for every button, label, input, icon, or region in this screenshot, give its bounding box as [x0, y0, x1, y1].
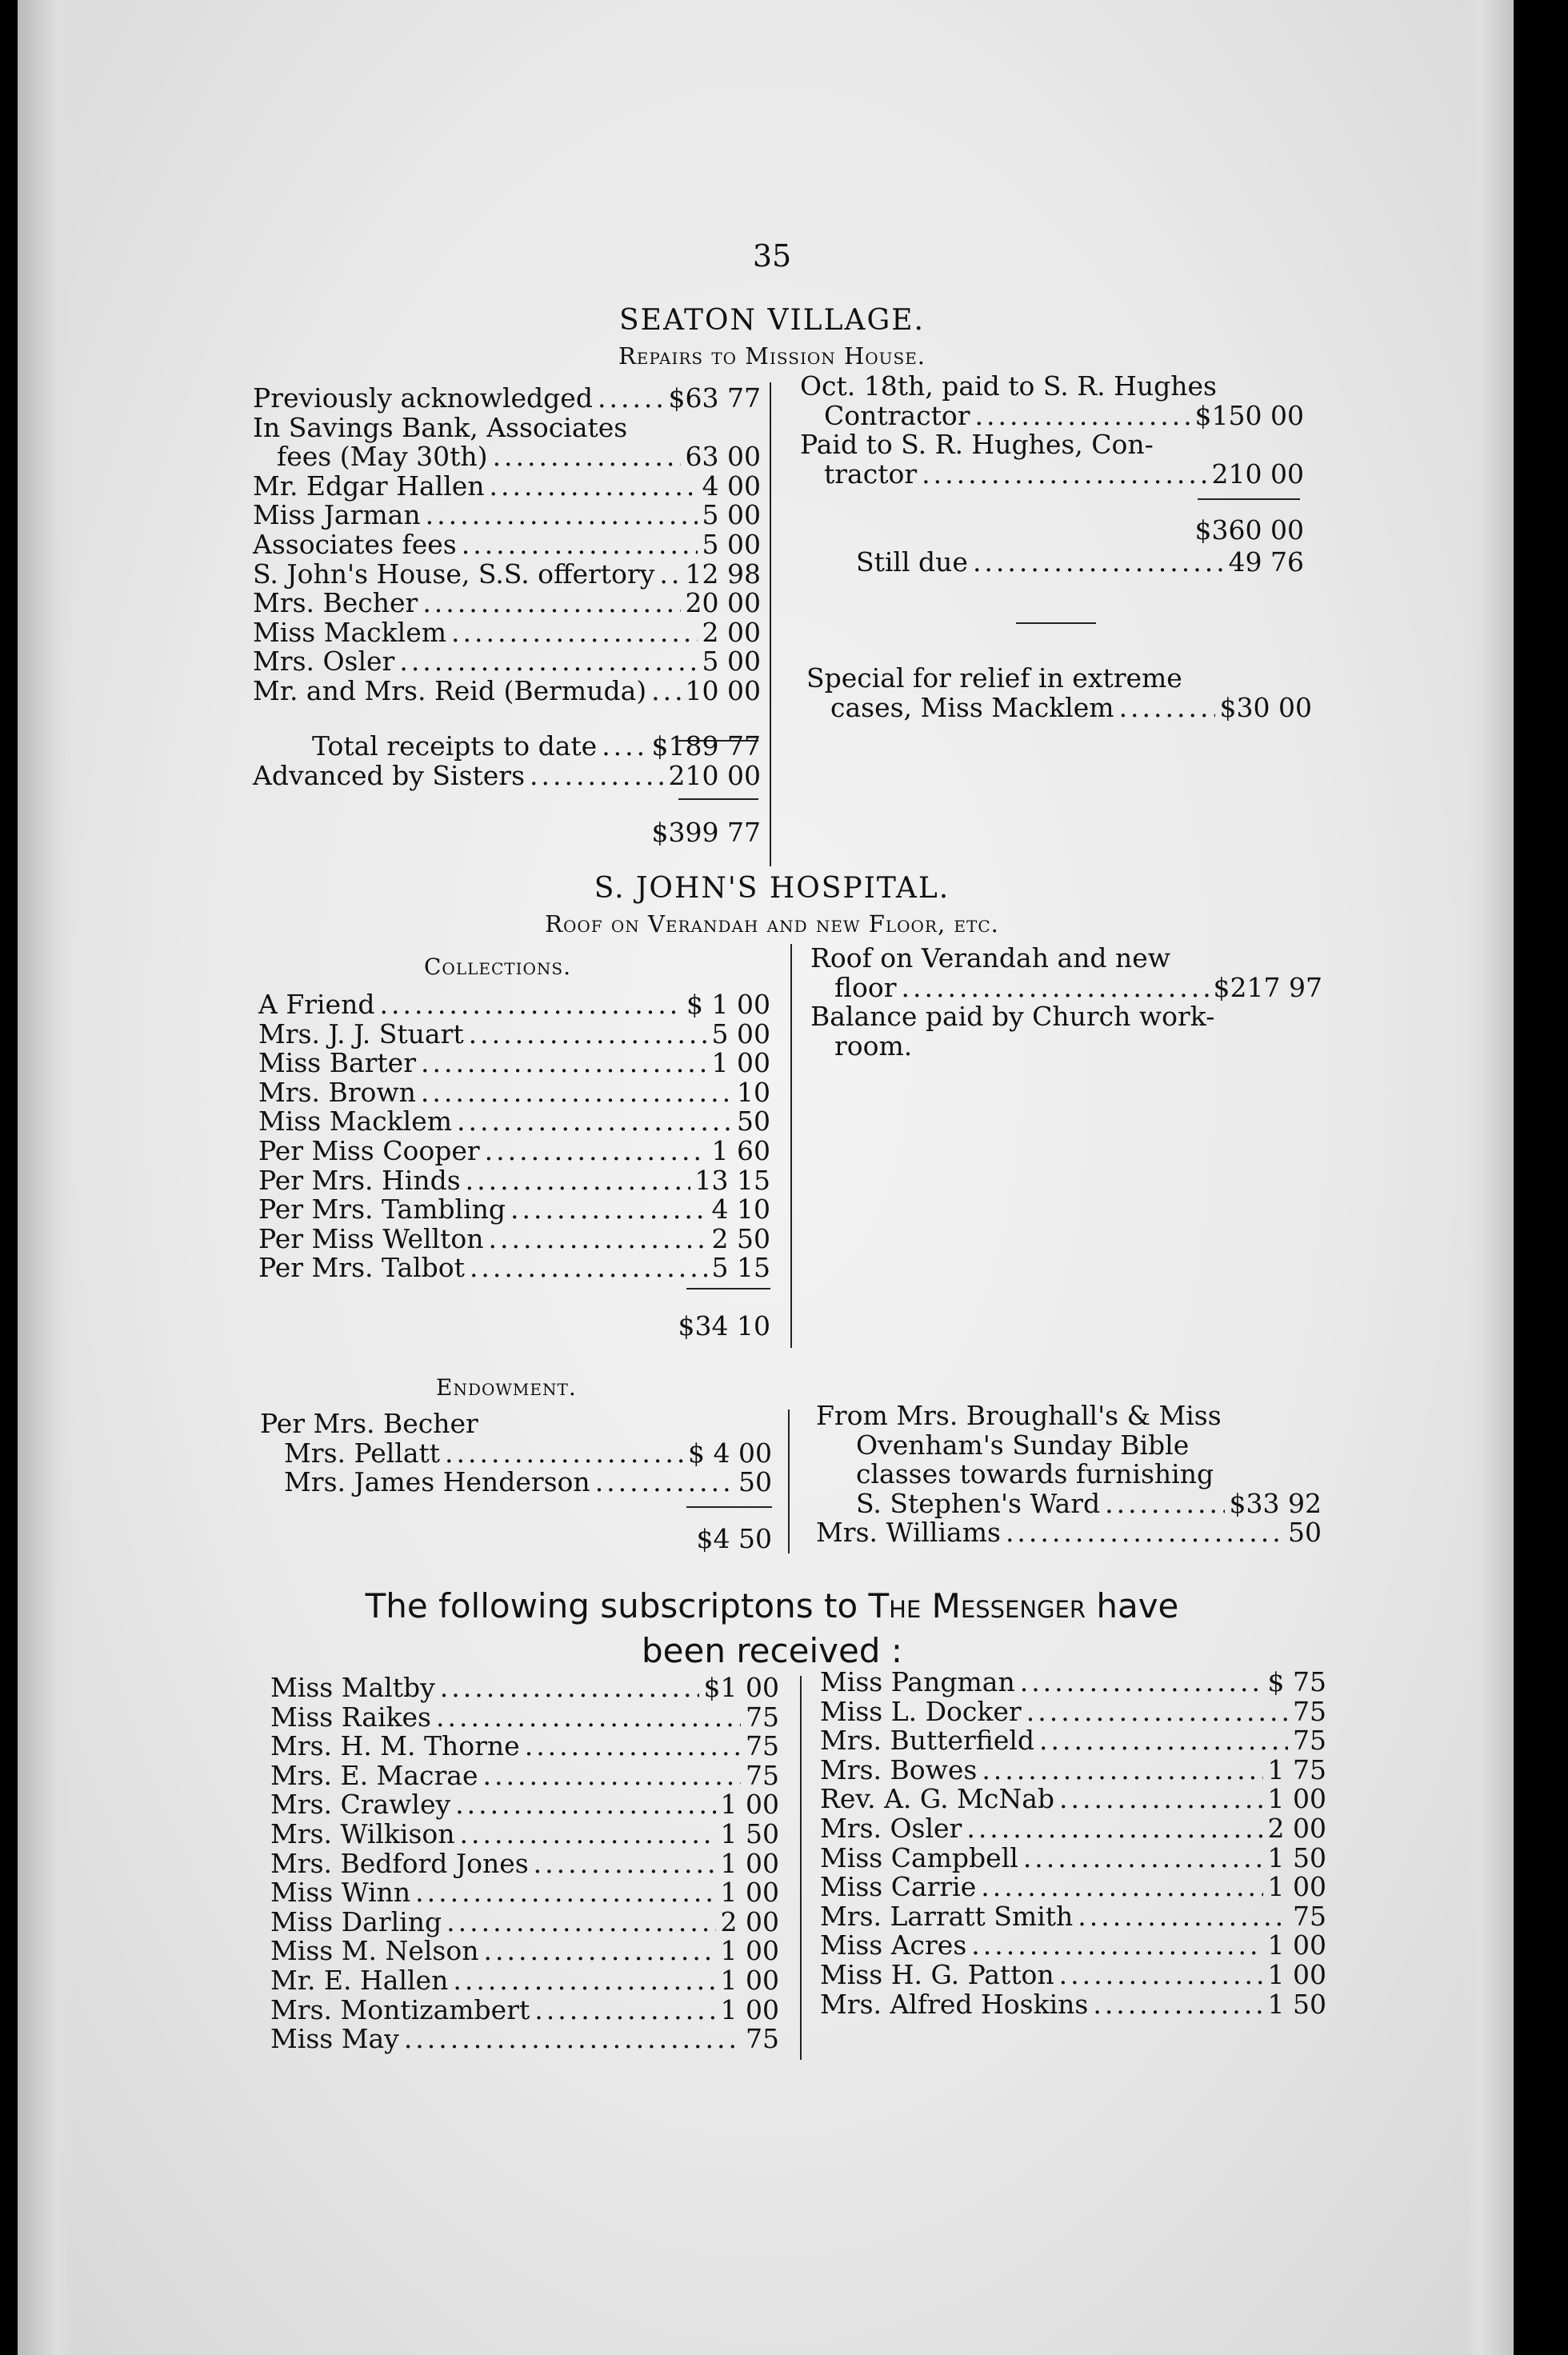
seaton-total-row [253, 732, 761, 762]
messenger-left-amount: 75 [746, 1701, 779, 1733]
endow-right-line: From Mrs. Broughall's & Miss [816, 1400, 1222, 1431]
collection-name: Mrs. Brown [258, 1076, 416, 1108]
endowment-row [260, 1439, 772, 1469]
messenger-left-row [270, 1732, 779, 1761]
messenger-right-name: Miss Carrie [820, 1871, 977, 1903]
messenger-column-divider [800, 1676, 802, 2060]
seaton-left-row [253, 442, 761, 472]
endowment-head: Per Mrs. Becher [260, 1408, 478, 1439]
hospital-right-line: Balance paid by Church work- [810, 1001, 1215, 1033]
messenger-left-row [270, 1790, 779, 1820]
collection-row [258, 1078, 770, 1108]
endowment-amount: $ 4 00 [688, 1437, 772, 1469]
collection-row [258, 1195, 770, 1225]
seaton-right-line: Paid to S. R. Hughes, Con- [800, 429, 1154, 461]
messenger-left-amount: 1 00 [720, 1935, 779, 1967]
collection-amount: 13 15 [694, 1164, 770, 1196]
collection-name: Per Mrs. Talbot [258, 1252, 465, 1284]
special-line: Special for relief in extreme [806, 662, 1182, 694]
collection-name: Miss Macklem [258, 1106, 453, 1138]
collection-row [258, 1020, 770, 1050]
seaton-left-row [253, 560, 761, 590]
hospital-subtitle: Roof on Verandah and new Floor, etc. [545, 910, 999, 938]
collection-row [258, 990, 770, 1020]
messenger-left-amount: 1 50 [720, 1817, 779, 1849]
endow-right-line: Ovenham's Sunday Bible [856, 1429, 1190, 1461]
collection-name: Per Mrs. Hinds [258, 1164, 461, 1196]
special-amount: $30 00 [1219, 691, 1312, 723]
seaton-left-amount: 2 00 [702, 616, 761, 648]
collection-amount: 1 00 [711, 1047, 770, 1079]
endowment-total: $4 50 [696, 1523, 772, 1554]
collection-amount: 50 [737, 1106, 770, 1138]
messenger-left-name: Miss Raikes [270, 1701, 431, 1733]
messenger-left-row [270, 1817, 779, 1849]
messenger-right-row [820, 1726, 1326, 1756]
seaton-left-row [253, 411, 761, 443]
messenger-left-amount: 1 00 [720, 1877, 779, 1909]
seaton-left-name: Mrs. Osler [253, 646, 395, 678]
messenger-left-amount: 75 [746, 1730, 779, 1762]
messenger-left-amount: 1 00 [720, 1964, 779, 1996]
collections-label: Collections. [424, 954, 572, 980]
seaton-total-name: Total receipts to date [312, 730, 598, 762]
messenger-right-amount: $ 75 [1267, 1666, 1326, 1697]
seaton-total-amount: 210 00 [668, 759, 761, 791]
messenger-left-name: Miss Darling [270, 1905, 442, 1937]
seaton-left-amount: 5 00 [702, 528, 761, 560]
seaton-right-line: Oct. 18th, paid to S. R. Hughes [800, 370, 1217, 402]
collection-row [258, 1166, 770, 1196]
hospital-right-name: floor [834, 971, 897, 1003]
endowment-row [260, 1468, 772, 1497]
messenger-left-row [270, 1849, 779, 1879]
messenger-left-name: Mrs. E. Macrae [270, 1759, 478, 1791]
seaton-column-divider [770, 382, 771, 866]
messenger-left-list [270, 1673, 779, 2054]
seaton-left-name: Mrs. Becher [253, 587, 418, 619]
seaton-left-row [253, 530, 761, 560]
seaton-left-amount: $63 77 [668, 382, 761, 414]
seaton-left-row [253, 618, 761, 648]
seaton-left-name: Miss Macklem [253, 616, 447, 648]
messenger-right-row [820, 1753, 1326, 1785]
collection-row [258, 1222, 770, 1254]
messenger-left-amount: $1 00 [703, 1672, 779, 1703]
collection-name: Miss Barter [258, 1047, 416, 1079]
messenger-left-amount: 2 00 [720, 1905, 779, 1937]
messenger-left-row [270, 1905, 779, 1937]
collections-rule [686, 1288, 770, 1289]
seaton-left-name: Mr. and Mrs. Reid (Bermuda) [253, 674, 647, 706]
collection-row [258, 1107, 770, 1137]
seaton-left-name: fees (May 30th) [277, 441, 488, 473]
hospital-column-divider [790, 944, 792, 1348]
seaton-total-row [253, 759, 761, 791]
messenger-left-name: Mrs. Montizambert [270, 1993, 530, 2025]
endowment-column-divider [788, 1409, 790, 1553]
messenger-right-amount: 1 00 [1267, 1783, 1326, 1815]
collection-amount: 10 [737, 1076, 770, 1108]
seaton-left-name: Miss Jarman [253, 499, 421, 531]
messenger-left-amount: 75 [746, 1759, 779, 1791]
endowment-amount: 50 [738, 1466, 772, 1498]
endowment-name: Mrs. Pellatt [284, 1437, 441, 1469]
collection-name: Per Miss Cooper [258, 1134, 480, 1166]
messenger-right-amount: 75 [1293, 1900, 1326, 1932]
endowment-rule [686, 1506, 772, 1508]
messenger-right-row [820, 1990, 1326, 2020]
seaton-left-name: In Savings Bank, Associates [253, 411, 628, 443]
collection-name: Mrs. J. J. Stuart [258, 1018, 464, 1050]
seaton-left-amount: 5 00 [702, 499, 761, 531]
messenger-left-row [270, 1761, 779, 1791]
messenger-right-amount: 1 75 [1267, 1753, 1326, 1785]
seaton-left-row [253, 589, 761, 618]
messenger-left-name: Mrs. Bedford Jones [270, 1847, 529, 1879]
collections-total: $34 10 [678, 1310, 770, 1341]
seaton-right-name: tractor [824, 458, 918, 490]
messenger-right-row [820, 1931, 1326, 1961]
messenger-right-name: Rev. A. G. McNab [820, 1783, 1055, 1815]
special-name: cases, Miss Macklem [830, 691, 1114, 723]
messenger-right-name: Mrs. Larratt Smith [820, 1900, 1074, 1932]
endow-right-name: Mrs. Williams [816, 1517, 1001, 1549]
endowment-label: Endowment. [436, 1374, 577, 1401]
messenger-right-amount: 75 [1293, 1725, 1326, 1757]
messenger-left-amount: 1 00 [720, 1789, 779, 1821]
messenger-right-amount: 1 50 [1267, 1841, 1326, 1873]
messenger-left-amount: 1 00 [720, 1993, 779, 2025]
messenger-left-row [270, 1966, 779, 1996]
messenger-left-name: Mr. E. Hallen [270, 1964, 449, 1996]
messenger-right-name: Miss Pangman [820, 1666, 1015, 1697]
collection-amount: $ 1 00 [686, 989, 770, 1020]
messenger-left-name: Miss Winn [270, 1877, 411, 1909]
endowment-right-list [816, 1401, 1322, 1548]
messenger-right-list [820, 1668, 1326, 2019]
collection-amount: 4 10 [711, 1193, 770, 1225]
messenger-left-row [270, 1878, 779, 1908]
seaton-special [806, 664, 1312, 722]
seaton-left-amount: 4 00 [702, 470, 761, 502]
seaton-left-name: Associates fees [253, 528, 457, 560]
hospital-title: S. JOHN'S HOSPITAL. [594, 872, 950, 905]
messenger-right-row [820, 1697, 1326, 1727]
seaton-left-list [253, 384, 761, 706]
messenger-heading-post: have [1085, 1586, 1179, 1625]
messenger-right-row [820, 1958, 1326, 1990]
seaton-left-row [253, 384, 761, 414]
seaton-left-name: Previously acknowledged [253, 382, 593, 414]
messenger-left-name: Mrs. Crawley [270, 1789, 451, 1821]
messenger-right-row [820, 1785, 1326, 1814]
seaton-left-name: Mr. Edgar Hallen [253, 470, 485, 502]
endow-right-amount: $33 92 [1229, 1487, 1322, 1519]
messenger-right-row [820, 1668, 1326, 1697]
hospital-right-list [810, 944, 1322, 1061]
messenger-right-amount: 1 50 [1267, 1988, 1326, 2020]
still-due-label: Still due [856, 546, 968, 578]
messenger-left-name: Mrs. H. M. Thorne [270, 1730, 520, 1762]
messenger-left-name: Miss M. Nelson [270, 1935, 479, 1967]
messenger-left-row [270, 2025, 779, 2054]
seaton-left-amount: 63 00 [685, 441, 761, 473]
messenger-right-row [820, 1841, 1326, 1873]
hospital-right-line: room. [834, 1030, 913, 1062]
collections-list [258, 990, 770, 1283]
collection-name: Per Miss Wellton [258, 1222, 484, 1254]
messenger-right-name: Mrs. Butterfield [820, 1725, 1035, 1757]
collection-amount: 5 00 [711, 1018, 770, 1050]
messenger-right-name: Miss H. G. Patton [820, 1958, 1054, 1990]
seaton-right-rule [1198, 498, 1300, 500]
seaton-right-name: Contractor [824, 399, 970, 431]
messenger-left-name: Miss May [270, 2023, 399, 2055]
messenger-right-name: Miss Acres [820, 1929, 967, 1961]
messenger-right-amount: 1 00 [1267, 1958, 1326, 1990]
messenger-left-row [270, 1673, 779, 1703]
messenger-heading-name: The Messenger [868, 1586, 1086, 1625]
messenger-right-name: Miss Campbell [820, 1841, 1018, 1873]
messenger-right-name: Mrs. Alfred Hoskins [820, 1988, 1089, 2020]
collection-amount: 2 50 [711, 1222, 770, 1254]
seaton-title: SEATON VILLAGE. [619, 304, 925, 337]
messenger-right-row [820, 1814, 1326, 1844]
seaton-subtitle: Repairs to Mission House. [618, 342, 926, 370]
messenger-right-amount: 75 [1293, 1695, 1326, 1727]
messenger-left-row [270, 1993, 779, 2025]
messenger-left-row [270, 1937, 779, 1966]
collection-row [258, 1134, 770, 1166]
seaton-right-amount: 210 00 [1211, 458, 1304, 490]
messenger-left-amount: 75 [746, 2023, 779, 2055]
seaton-total-rule [678, 798, 758, 800]
seaton-left-row [253, 472, 761, 502]
messenger-left-name: Miss Maltby [270, 1672, 435, 1703]
seaton-left-amount: 5 00 [702, 646, 761, 678]
collection-name: A Friend [258, 989, 375, 1020]
messenger-right-amount: 2 00 [1267, 1812, 1326, 1844]
seaton-left-amount: 10 00 [685, 674, 761, 706]
messenger-left-name: Mrs. Wilkison [270, 1817, 455, 1849]
messenger-left-amount: 1 00 [720, 1847, 779, 1879]
messenger-right-amount: 1 00 [1267, 1871, 1326, 1903]
seaton-grand-total: $399 77 [651, 817, 761, 848]
collection-name: Per Mrs. Tambling [258, 1193, 506, 1225]
seaton-short-rule [1016, 622, 1096, 624]
endowment-list [260, 1409, 772, 1497]
seaton-left-row [253, 501, 761, 530]
messenger-heading [0, 1584, 1544, 1629]
endow-right-amount: 50 [1288, 1517, 1322, 1549]
collection-row [258, 1049, 770, 1078]
seaton-left-name: S. John's House, S.S. offertory [253, 558, 655, 590]
seaton-left-amount: 12 98 [685, 558, 761, 590]
collection-row [258, 1253, 770, 1283]
seaton-total-name: Advanced by Sisters [253, 759, 526, 791]
seaton-right-amount: $150 00 [1194, 399, 1304, 431]
seaton-totals [253, 732, 761, 790]
seaton-right-subtotal: $360 00 [1194, 514, 1304, 546]
messenger-right-row [820, 1873, 1326, 1902]
seaton-left-row [253, 674, 761, 706]
endowment-name: Mrs. James Henderson [284, 1466, 590, 1498]
messenger-heading-pre: The following subscriptons to [365, 1586, 869, 1625]
endow-right-line: classes towards furnishing [856, 1458, 1214, 1490]
messenger-right-amount: 1 00 [1267, 1929, 1326, 1961]
messenger-right-name: Mrs. Osler [820, 1812, 962, 1844]
endow-right-name: S. Stephen's Ward [856, 1487, 1101, 1519]
messenger-right-name: Mrs. Bowes [820, 1753, 978, 1785]
seaton-left-amount: 20 00 [685, 587, 761, 619]
messenger-heading-line2: been received : [642, 1631, 902, 1670]
seaton-right-list [800, 372, 1304, 489]
seaton-total-amount: $189 77 [651, 730, 761, 762]
collection-amount: 1 60 [711, 1134, 770, 1166]
seaton-still-due [856, 548, 1304, 578]
messenger-left-row [270, 1703, 779, 1733]
hospital-right-line: Roof on Verandah and new [810, 942, 1171, 974]
seaton-left-row [253, 647, 761, 677]
still-due-amount: 49 76 [1228, 546, 1304, 578]
collection-amount: 5 15 [711, 1252, 770, 1284]
hospital-right-amount: $217 97 [1213, 971, 1322, 1003]
page-number: 35 [752, 238, 792, 274]
messenger-right-name: Miss L. Docker [820, 1695, 1022, 1727]
messenger-right-row [820, 1902, 1326, 1932]
